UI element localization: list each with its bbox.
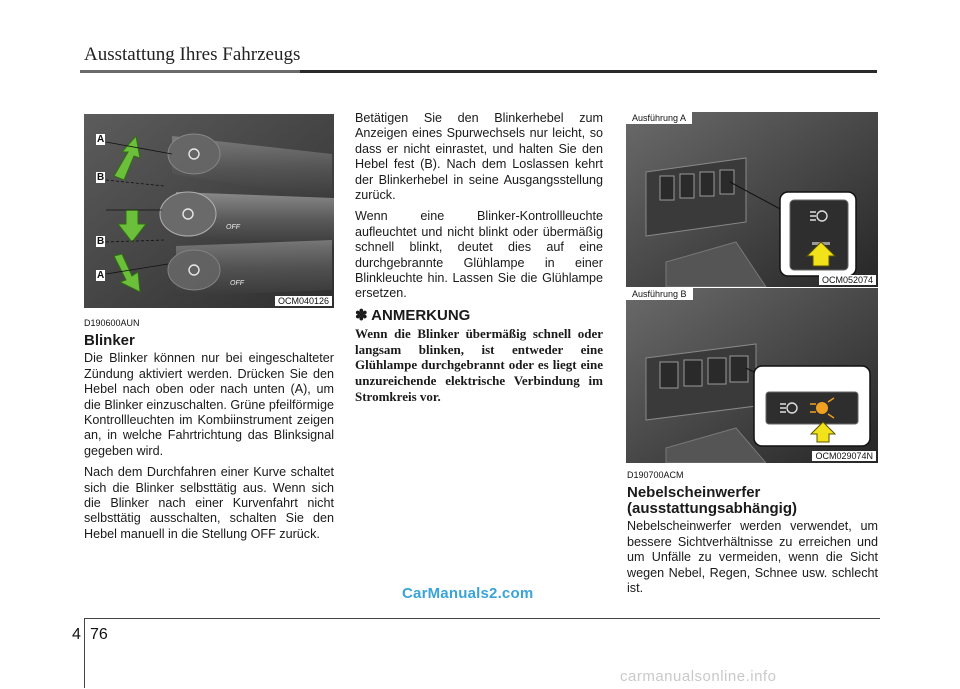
watermark-link[interactable]: CarManuals2.com <box>402 585 534 602</box>
blinker-section <box>84 316 334 548</box>
paragraph: Wenn eine Blinker-Kontrollleuchte aufleuchtet und nicht blinkt oder übermäßig schnell blinkt, deutet dies auf eine durchgebrannte Glühlampe in einer Blinkleuchte hin. Lassen Sie die Glühlampe ersetzen. <box>355 209 603 301</box>
paragraph: Nebelscheinwerfer werden verwendet, um bessere Sichtverhältnisse zu erreichen und um Unfälle zu vermeiden, wenn die Sicht wegen Nebel, Regen, Schnee usw. schlecht ist. <box>627 519 878 596</box>
page-header-title: Ausstattung Ihres Fahrzeugs <box>84 44 301 65</box>
turn-signal-lever-figure <box>84 114 334 308</box>
doc-id: D190600AUN <box>84 318 140 328</box>
header-rule-accent <box>80 70 300 73</box>
figure-code: OCM052074 <box>819 275 876 285</box>
figure-variant-label: Ausführung A <box>626 112 692 124</box>
section-title: Nebelscheinwerfer (ausstattungsabhängig) <box>627 484 798 518</box>
fog-switch-figure-b <box>626 288 878 463</box>
callout-a-bottom: A <box>97 270 105 281</box>
fog-light-section <box>627 468 878 602</box>
callout-b-bottom: B <box>97 236 105 247</box>
paragraph: Die Blinker können nur bei eingeschalteter Zündung aktiviert werden. Drücken Sie den Hebel nach oben oder nach unten (A), um die Blinker einzuschalten. Grüne pfeilförmige Kontrollleuchten im Kombiinstrument zeigen an, in welche Fahrtrichtung das Blinksignal gegeben wird. <box>84 351 334 458</box>
section-title: Blinker <box>84 332 135 350</box>
page-number-separator <box>84 618 85 688</box>
fog-switch-b-illustration <box>626 288 878 463</box>
chapter-number: 4 <box>72 626 81 643</box>
fog-switch-a-illustration <box>626 112 878 287</box>
site-watermark: carmanualsonline.info <box>620 668 777 685</box>
paragraph: Betätigen Sie den Blinkerhebel zum Anzeigen eines Spurwechsels nur leicht, so dass er nicht einrastet, und halten Sie den Hebel fest (B). Nach dem Loslassen kehrt der Blinkerhebel in seine Ausgangsstellung zurück. <box>355 111 603 203</box>
footer-rule <box>84 618 880 619</box>
blinker-section-continued <box>355 111 603 404</box>
fog-switch-figure-a <box>626 112 878 287</box>
doc-id: D190700ACM <box>627 470 684 480</box>
callout-b-top: B <box>97 172 105 183</box>
note-body: Wenn die Blinker übermäßig schnell oder langsam blinken, ist entweder eine Glühlampe durchgebrannt oder es liegt eine unzureichende elektrische Verbindung im Stromkreis vor. <box>355 326 603 404</box>
callout-a-top: A <box>97 134 105 145</box>
off-position-label-lower: OFF <box>230 280 244 287</box>
figure-code: OCM040126 <box>275 296 332 306</box>
paragraph: Nach dem Durchfahren einer Kurve schaltet sich die Blinker selbsttätig aus. Wenn sich die Blinker nach einer Kurvenfahrt nicht selbsttätig ausschalten, schalten Sie den Hebel manuell in die Stellung OFF zurück. <box>84 465 334 541</box>
note-title: ✽ ANMERKUNG <box>355 306 471 324</box>
lever-illustration <box>84 114 334 308</box>
figure-code: OCM029074N <box>812 451 876 461</box>
page-number: 76 <box>90 626 108 643</box>
figure-variant-label: Ausführung B <box>626 288 693 300</box>
off-position-label: OFF <box>226 224 240 231</box>
